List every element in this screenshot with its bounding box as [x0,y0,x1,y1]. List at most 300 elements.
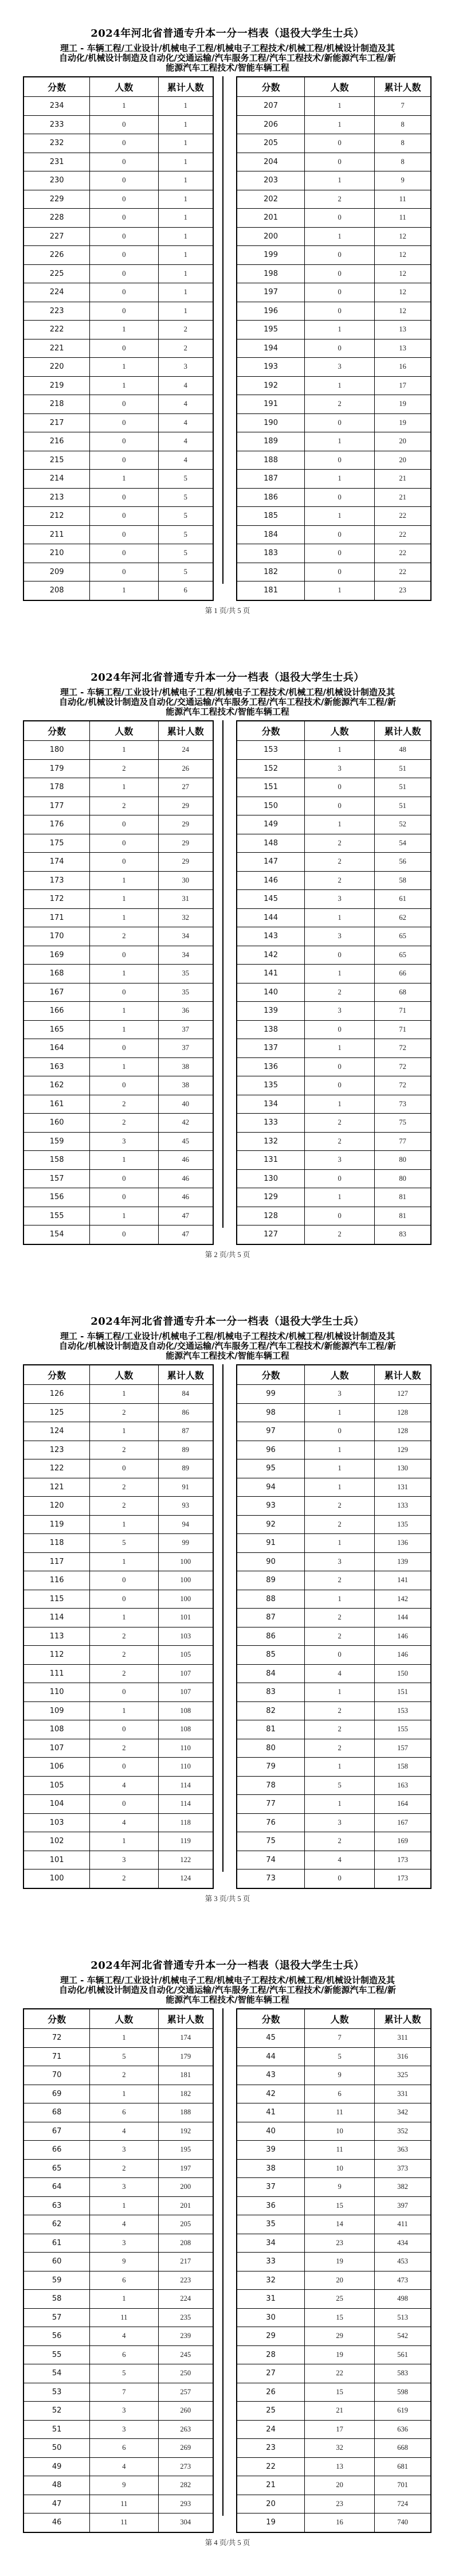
cumulative-cell: 5 [158,563,213,581]
count-cell: 15 [305,2196,375,2215]
table-row [23,544,213,563]
score-cell: 193 [237,358,305,377]
cumulative-cell: 3 [158,358,213,377]
count-cell: 9 [305,2066,375,2085]
count-cell: 0 [90,413,158,432]
count-cell: 4 [305,1851,375,1869]
count-cell: 19 [305,2345,375,2364]
cumulative-cell: 135 [375,1515,431,1534]
cumulative-cell: 65 [375,927,431,946]
count-cell: 1 [90,1701,158,1720]
table-row [23,2495,213,2513]
count-cell: 0 [305,797,375,815]
score-cell: 217 [23,413,90,432]
score-cell: 58 [23,2290,90,2309]
table-row [237,965,431,983]
cumulative-cell: 1 [158,283,213,302]
score-cell: 114 [23,1609,90,1627]
count-cell: 1 [90,2029,158,2048]
score-cell: 169 [23,946,90,965]
table-row [237,2345,431,2364]
cumulative-cell: 75 [375,1114,431,1133]
table-row [237,853,431,872]
count-cell: 0 [90,1459,158,1478]
score-cell: 94 [237,1478,305,1497]
count-cell: 0 [305,525,375,544]
score-cell: 88 [237,1590,305,1609]
table-row [23,339,213,358]
table-row [23,283,213,302]
score-cell: 27 [237,2364,305,2383]
count-cell: 2 [90,1739,158,1758]
cumulative-cell: 293 [158,2495,213,2513]
header-row [237,2009,431,2029]
table-row [237,1720,431,1739]
cumulative-cell: 164 [375,1795,431,1814]
score-cell: 42 [237,2085,305,2103]
table-row [237,1869,431,1888]
table-row [23,488,213,507]
count-cell: 0 [305,209,375,228]
count-cell: 1 [90,1020,158,1039]
score-table-left [23,1364,214,1889]
score-cell: 53 [23,2383,90,2402]
count-cell: 4 [90,2327,158,2346]
document-page [0,644,455,1288]
count-cell: 1 [305,1795,375,1814]
cumulative-cell: 38 [158,1057,213,1076]
score-cell: 209 [23,563,90,581]
score-cell: 196 [237,302,305,321]
table-row [23,190,213,209]
cumulative-cell: 99 [158,1534,213,1553]
table-row [23,525,213,544]
cumulative-cell: 72 [375,1039,431,1058]
table-row [23,983,213,1002]
cumulative-cell: 81 [375,1188,431,1207]
score-cell: 142 [237,946,305,965]
cumulative-cell: 17 [375,376,431,395]
score-cell: 150 [237,797,305,815]
score-cell: 55 [23,2345,90,2364]
page-subtitle-line: 能源汽车工程技术/智能车辆工程 [166,707,289,717]
cumulative-cell: 73 [375,1095,431,1114]
page-footer: 第 3 页/共 5 页 [205,1895,250,1903]
table-row [23,2439,213,2458]
score-cell: 56 [23,2327,90,2346]
table-row [237,2439,431,2458]
table-row [237,451,431,470]
cumulative-cell: 1 [158,227,213,246]
cumulative-cell: 12 [375,227,431,246]
count-cell: 1 [305,97,375,116]
cumulative-cell: 153 [375,1701,431,1720]
score-cell: 163 [23,1057,90,1076]
score-cell: 173 [23,871,90,890]
count-cell: 1 [305,1095,375,1114]
table-row [23,451,213,470]
count-cell: 4 [90,2457,158,2476]
table-row [23,1225,213,1244]
cumulative-cell: 38 [158,1076,213,1095]
table-row [23,2178,213,2197]
score-cell: 167 [23,983,90,1002]
score-cell: 24 [237,2420,305,2439]
count-cell: 0 [90,507,158,526]
count-cell: 1 [90,871,158,890]
count-cell: 1 [90,965,158,983]
count-cell: 0 [305,778,375,797]
table-row [23,2271,213,2290]
cumulative-cell: 24 [158,741,213,760]
header-row [237,77,431,97]
count-cell: 1 [90,1552,158,1571]
count-cell: 0 [90,563,158,581]
score-cell: 20 [237,2495,305,2513]
score-cell: 95 [237,1459,305,1478]
count-cell: 7 [90,2383,158,2402]
table-row [23,302,213,321]
table-row [237,2029,431,2048]
table-row [237,563,431,581]
column-header: 累计人数 [158,1365,213,1385]
count-cell: 2 [305,1497,375,1516]
table-row [237,2215,431,2234]
table-row [23,1720,213,1739]
cumulative-cell: 72 [375,1076,431,1095]
table-row [237,2402,431,2421]
count-cell: 0 [90,264,158,283]
table-row [23,741,213,760]
cumulative-cell: 93 [158,1497,213,1516]
count-cell: 9 [305,2178,375,2197]
cumulative-cell: 105 [158,1646,213,1665]
table-row [237,2196,431,2215]
table-row [237,1758,431,1777]
cumulative-cell: 5 [158,488,213,507]
count-cell: 0 [305,1207,375,1225]
table-row [23,209,213,228]
score-cell: 158 [23,1151,90,1170]
page-subtitle-line: 理工 - 车辆工程/工业设计/机械电子工程/机械电子工程技术/机械工程/机械设计制造及其 [60,1331,395,1341]
cumulative-cell: 6 [158,581,213,600]
count-cell: 5 [90,2364,158,2383]
score-cell: 75 [237,1832,305,1851]
count-cell: 9 [90,2476,158,2495]
count-cell: 1 [90,1151,158,1170]
score-cell: 124 [23,1422,90,1441]
score-cell: 229 [23,190,90,209]
cumulative-cell: 434 [375,2234,431,2253]
score-cell: 46 [23,2513,90,2532]
table-row [23,97,213,116]
cumulative-cell: 8 [375,134,431,153]
count-cell: 2 [305,1739,375,1758]
score-cell: 62 [23,2215,90,2234]
count-cell: 2 [305,1132,375,1151]
score-cell: 223 [23,302,90,321]
page-subtitle [0,1976,455,2005]
count-cell: 23 [305,2495,375,2513]
score-cell: 69 [23,2085,90,2103]
table-row [237,1515,431,1534]
score-cell: 180 [23,741,90,760]
cumulative-cell: 72 [375,1057,431,1076]
table-row [237,1832,431,1851]
score-cell: 97 [237,1422,305,1441]
table-row [23,1151,213,1170]
count-cell: 0 [90,1039,158,1058]
count-cell: 2 [305,1627,375,1646]
count-cell: 1 [305,115,375,134]
cumulative-cell: 146 [375,1627,431,1646]
table-row [237,209,431,228]
cumulative-cell: 71 [375,1002,431,1021]
score-cell: 175 [23,834,90,853]
count-cell: 0 [90,853,158,872]
column-header: 累计人数 [375,2009,431,2029]
count-cell: 0 [90,246,158,265]
column-header: 分数 [237,721,305,741]
table-row [237,1002,431,1021]
cumulative-cell: 257 [158,2383,213,2402]
score-cell: 207 [237,97,305,116]
cumulative-cell: 1 [158,302,213,321]
table-row [23,1739,213,1758]
count-cell: 0 [305,153,375,171]
page-subtitle-line: 自动化/机械设计制造及自动化/交通运输/汽车服务工程/汽车工程技术/新能源汽车工程/新 [59,1985,396,1995]
score-cell: 90 [237,1552,305,1571]
table-row [237,1057,431,1076]
count-cell: 3 [305,1002,375,1021]
score-cell: 151 [237,778,305,797]
score-cell: 171 [23,908,90,927]
page-subtitle-line: 能源汽车工程技术/智能车辆工程 [166,63,289,73]
page-title: 2024年河北省普通专升本一分一档表（退役大学生士兵） [91,1316,364,1328]
table-row [23,1758,213,1777]
table-row [237,1151,431,1170]
count-cell: 3 [90,1132,158,1151]
count-cell: 2 [305,1832,375,1851]
count-cell: 2 [305,853,375,872]
count-cell: 2 [305,1701,375,1720]
score-cell: 45 [237,2029,305,2048]
score-table-right [236,720,432,1245]
score-cell: 98 [237,1403,305,1422]
table-row [23,134,213,153]
table-row [23,2141,213,2160]
count-cell: 2 [90,1478,158,1497]
score-cell: 106 [23,1758,90,1777]
score-cell: 85 [237,1646,305,1665]
table-row [237,2308,431,2327]
table-row [237,2253,431,2271]
score-cell: 224 [23,283,90,302]
score-cell: 227 [23,227,90,246]
count-cell: 0 [90,544,158,563]
cumulative-cell: 139 [375,1552,431,1571]
page-title: 2024年河北省普通专升本一分一档表（退役大学生士兵） [91,28,364,40]
column-header: 分数 [237,77,305,97]
table-row [23,890,213,909]
page-title: 2024年河北省普通专升本一分一档表（退役大学生士兵） [91,672,364,684]
count-cell: 1 [90,2290,158,2309]
score-cell: 220 [23,358,90,377]
count-cell: 6 [90,2271,158,2290]
count-cell: 11 [305,2141,375,2160]
score-cell: 186 [237,488,305,507]
column-header: 人数 [90,721,158,741]
score-cell: 107 [23,1739,90,1758]
cumulative-cell: 30 [158,871,213,890]
score-cell: 202 [237,190,305,209]
count-cell: 1 [305,321,375,339]
score-cell: 184 [237,525,305,544]
score-cell: 204 [237,153,305,171]
cumulative-cell: 158 [375,1758,431,1777]
cumulative-cell: 22 [375,525,431,544]
table-row [23,1095,213,1114]
count-cell: 1 [90,1515,158,1534]
cumulative-cell: 8 [375,115,431,134]
score-cell: 36 [237,2196,305,2215]
cumulative-cell: 1 [158,209,213,228]
count-cell: 6 [90,2345,158,2364]
score-tables-area [0,2008,455,2527]
count-cell: 1 [305,965,375,983]
count-cell: 4 [90,1776,158,1795]
count-cell: 5 [305,1776,375,1795]
cumulative-cell: 311 [375,2029,431,2048]
cumulative-cell: 45 [158,1132,213,1151]
cumulative-cell: 36 [158,1002,213,1021]
count-cell: 1 [90,376,158,395]
score-cell: 189 [237,432,305,451]
page-subtitle [0,688,455,717]
table-row [237,1683,431,1702]
table-row [23,927,213,946]
header-row [237,721,431,741]
count-cell: 1 [305,1683,375,1702]
score-tables-area [0,1364,455,1883]
count-cell: 0 [90,1188,158,1207]
cumulative-cell: 107 [158,1683,213,1702]
cumulative-cell: 1 [158,246,213,265]
count-cell: 3 [90,2402,158,2421]
score-cell: 91 [237,1534,305,1553]
cumulative-cell: 108 [158,1720,213,1739]
score-cell: 47 [23,2495,90,2513]
cumulative-cell: 29 [158,797,213,815]
cumulative-cell: 107 [158,1664,213,1683]
table-row [23,1076,213,1095]
score-cell: 192 [237,376,305,395]
score-cell: 190 [237,413,305,432]
cumulative-cell: 12 [375,246,431,265]
score-cell: 40 [237,2122,305,2141]
cumulative-cell: 37 [158,1020,213,1039]
table-row [23,246,213,265]
cumulative-cell: 363 [375,2141,431,2160]
table-row [237,2159,431,2178]
cumulative-cell: 62 [375,908,431,927]
cumulative-cell: 239 [158,2327,213,2346]
count-cell: 5 [305,2047,375,2066]
header-row [23,77,213,97]
count-cell: 1 [305,1478,375,1497]
cumulative-cell: 47 [158,1207,213,1225]
count-cell: 1 [90,908,158,927]
cumulative-cell: 561 [375,2345,431,2364]
count-cell: 0 [305,544,375,563]
count-cell: 1 [305,1534,375,1553]
cumulative-cell: 128 [375,1422,431,1441]
count-cell: 2 [305,395,375,414]
count-cell: 20 [305,2476,375,2495]
cumulative-cell: 5 [158,470,213,489]
cumulative-cell: 182 [158,2085,213,2103]
cumulative-cell: 35 [158,983,213,1002]
cumulative-cell: 250 [158,2364,213,2383]
score-cell: 147 [237,853,305,872]
score-cell: 116 [23,1571,90,1590]
cumulative-cell: 269 [158,2439,213,2458]
cumulative-cell: 136 [375,1534,431,1553]
cumulative-cell: 13 [375,339,431,358]
table-row [237,1534,431,1553]
cumulative-cell: 83 [375,1225,431,1244]
page-footer: 第 1 页/共 5 页 [205,607,250,615]
score-cell: 89 [237,1571,305,1590]
table-row [23,358,213,377]
score-cell: 232 [23,134,90,153]
count-cell: 6 [90,2103,158,2122]
count-cell: 2 [90,2066,158,2085]
count-cell: 7 [305,2029,375,2048]
score-cell: 234 [23,97,90,116]
cumulative-cell: 34 [158,946,213,965]
count-cell: 10 [305,2122,375,2141]
cumulative-cell: 29 [158,815,213,834]
score-cell: 51 [23,2420,90,2439]
score-cell: 181 [237,581,305,600]
column-divider [222,76,223,584]
table-row [237,759,431,778]
score-tables-area [0,720,455,1239]
score-cell: 139 [237,1002,305,1021]
column-header: 累计人数 [158,77,213,97]
cumulative-cell: 4 [158,395,213,414]
count-cell: 3 [305,1151,375,1170]
cumulative-cell: 4 [158,432,213,451]
score-cell: 185 [237,507,305,526]
column-header: 人数 [305,2009,375,2029]
column-header: 累计人数 [158,2009,213,2029]
cumulative-cell: 197 [158,2159,213,2178]
table-row [23,2327,213,2346]
cumulative-cell: 619 [375,2402,431,2421]
count-cell: 1 [90,1207,158,1225]
cumulative-cell: 133 [375,1497,431,1516]
count-cell: 4 [305,1664,375,1683]
table-row [237,1422,431,1441]
cumulative-cell: 12 [375,264,431,283]
score-cell: 54 [23,2364,90,2383]
table-row [237,581,431,600]
score-cell: 30 [237,2308,305,2327]
score-cell: 226 [23,246,90,265]
score-cell: 127 [237,1225,305,1244]
